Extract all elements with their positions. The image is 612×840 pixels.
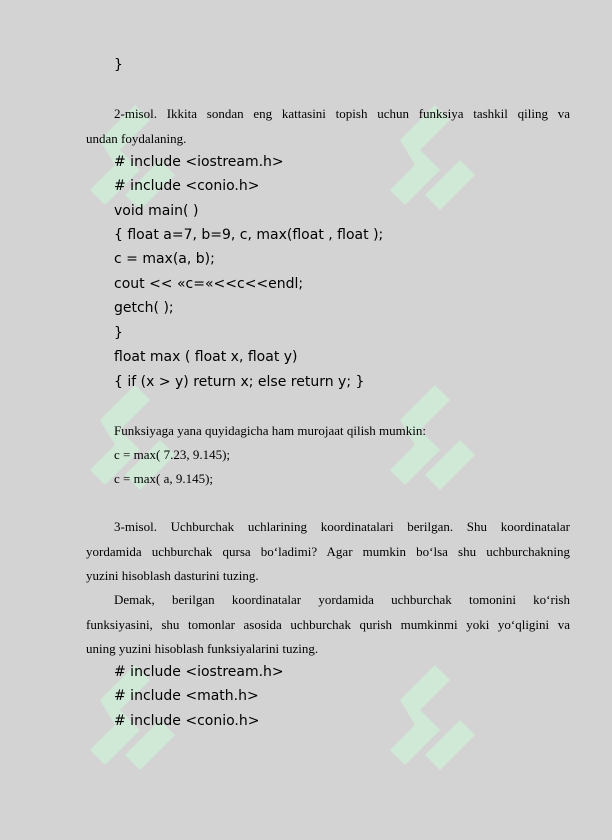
paragraph-line: c = max( 7.23, 9.145); bbox=[114, 447, 231, 462]
code-line: void main( ) bbox=[114, 203, 199, 219]
watermark-icon bbox=[80, 660, 180, 800]
paragraph-line: Funksiyaga yana quyidagicha ham murojaat qilish mumkin: bbox=[114, 423, 426, 438]
code-line: # include <iostream.h> bbox=[114, 664, 284, 680]
code-line: # include <conio.h> bbox=[114, 713, 260, 729]
paragraph-line: Demak, berilgan koordinatalar yordamida uchburchak tomonini ko‘rish bbox=[114, 592, 570, 607]
paragraph-line: c = max( a, 9.145); bbox=[114, 471, 214, 486]
watermark-icon bbox=[380, 380, 480, 520]
paragraph-line: 2-misol. Ikkita sondan eng kattasini topish uchun funksiya tashkil qiling va bbox=[114, 106, 570, 121]
paragraph-line: uning yuzini hisoblash funksiyalarini tuzing. bbox=[86, 641, 319, 656]
watermark-logo bbox=[380, 620, 580, 840]
code-line: # include <iostream.h> bbox=[114, 154, 284, 170]
paragraph-line: yuzini hisoblash dasturini tuzing. bbox=[86, 568, 259, 583]
watermark-logo bbox=[380, 60, 580, 280]
watermark-icon bbox=[380, 660, 480, 800]
paragraph-line: undan foydalaning. bbox=[86, 131, 187, 146]
code-line: # include <math.h> bbox=[114, 688, 259, 704]
code-line: } bbox=[114, 57, 123, 73]
paragraph-line: funksiyasini, shu tomonlar asosida uchburchak qurish mumkinmi yoki yo‘qligini va bbox=[86, 617, 570, 632]
paragraph-line: 3-misol. Uchburchak uchlarining koordinatalari berilgan. Shu koordinatalar bbox=[114, 519, 570, 534]
code-line: float max ( float x, float y) bbox=[114, 349, 298, 365]
code-line: { float a=7, b=9, c, max(float , float ); bbox=[114, 227, 384, 243]
code-line: } bbox=[114, 325, 123, 341]
paragraph-line: yordamida uchburchak qursa bo‘ladimi? Agar mumkin bo‘lsa shu uchburchakning bbox=[86, 544, 570, 559]
code-line: { if (x > y) return x; else return y; } bbox=[114, 374, 365, 390]
code-line: c = max(a, b); bbox=[114, 251, 215, 267]
code-line: # include <conio.h> bbox=[114, 178, 260, 194]
code-line: getch( ); bbox=[114, 300, 174, 316]
watermark-logo bbox=[80, 60, 280, 280]
code-line: cout << «c=«<<c<<endl; bbox=[114, 276, 304, 292]
